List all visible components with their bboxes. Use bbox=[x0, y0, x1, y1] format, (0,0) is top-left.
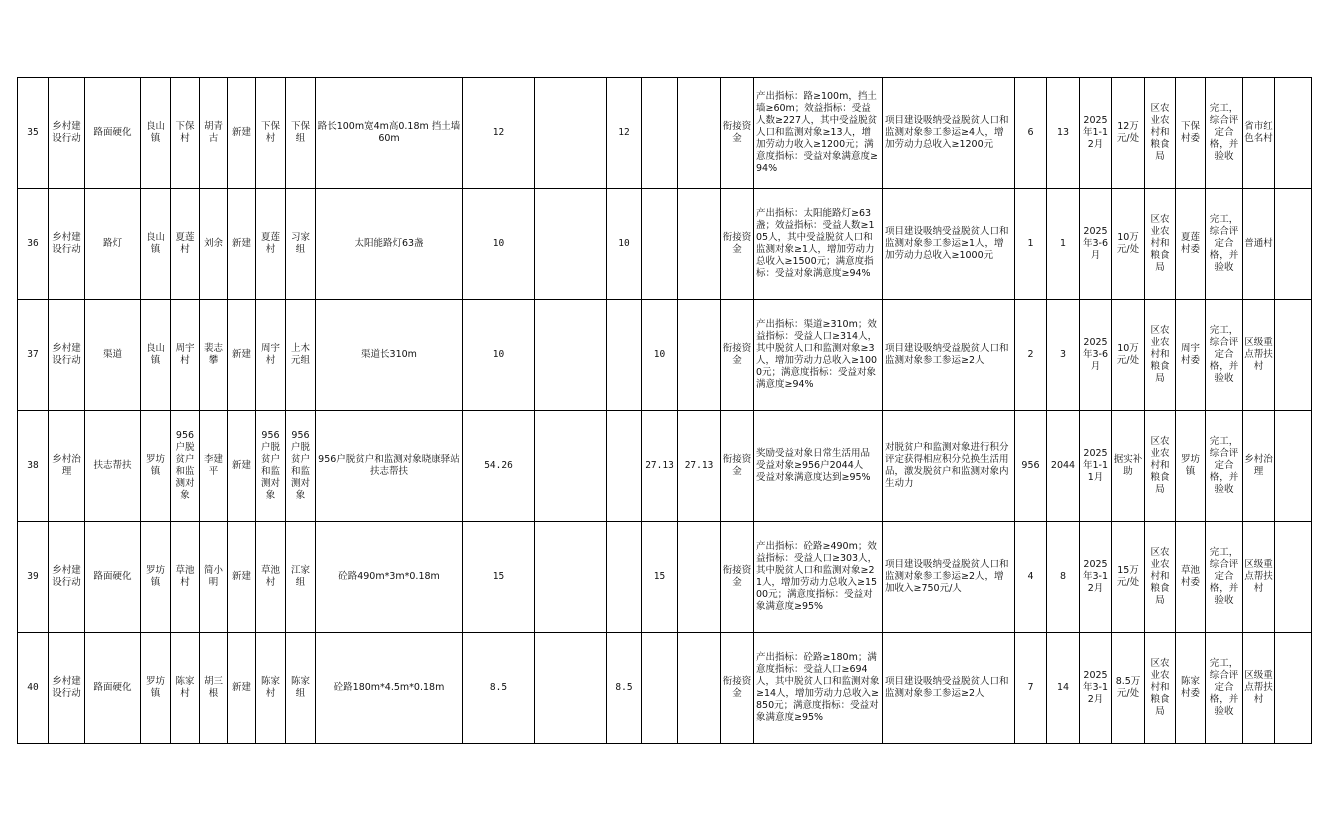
cell-acceptance: 完工，综合评定合格，并验收 bbox=[1206, 522, 1243, 633]
cell-location-village: 夏莲村 bbox=[256, 189, 286, 300]
cell-location-group: 习家组 bbox=[286, 189, 316, 300]
cell-period: 2025年3-12月 bbox=[1080, 522, 1112, 633]
cell-fund-type: 衔接资金 bbox=[721, 78, 754, 189]
cell-responsible: 胡三根 bbox=[200, 633, 228, 744]
cell-nature: 新建 bbox=[228, 189, 256, 300]
cell-performance: 产出指标：渠道≥310m；效益指标：受益人口≥314人，其中脱贫人口和监测对象≥3人，增加劳动力总收入≥1000元；满意度指标：受益对象满意度≥94% bbox=[754, 300, 883, 411]
cell-subsidy: 10万元/处 bbox=[1112, 189, 1145, 300]
cell-note: 区级重点帮扶村 bbox=[1243, 522, 1275, 633]
cell-responsible: 胡青古 bbox=[200, 78, 228, 189]
cell-location-village: 956户脱贫户和监测对象 bbox=[256, 411, 286, 522]
cell-province bbox=[607, 411, 642, 522]
cell-town: 良山镇 bbox=[141, 189, 171, 300]
cell-province bbox=[607, 522, 642, 633]
cell-category: 乡村建设行动 bbox=[49, 300, 85, 411]
cell-dept: 区农业农村和粮食局 bbox=[1145, 522, 1176, 633]
cell-dept: 区农业农村和粮食局 bbox=[1145, 189, 1176, 300]
cell-county: 27.13 bbox=[678, 411, 721, 522]
cell-location-village: 陈家村 bbox=[256, 633, 286, 744]
cell-town: 良山镇 bbox=[141, 300, 171, 411]
cell-county bbox=[678, 522, 721, 633]
cell-village: 下保村 bbox=[171, 78, 200, 189]
table-row bbox=[18, 78, 1312, 189]
cell-blank bbox=[1275, 300, 1312, 411]
cell-households: 7 bbox=[1015, 633, 1047, 744]
cell-category: 乡村建设行动 bbox=[49, 633, 85, 744]
cell-performance: 产出指标：路≥100m，挡土墙≥60m；效益指标：受益人数≥227人，其中受益脱贫人口和监测对象≥13人，增加劳动力收入≥1200元；满意度指标：受益对象满意度≥94% bbox=[754, 78, 883, 189]
cell-no: 40 bbox=[18, 633, 49, 744]
cell-period: 2025年1-11月 bbox=[1080, 411, 1112, 522]
cell-subsidy: 8.5万元/处 bbox=[1112, 633, 1145, 744]
cell-acceptance: 完工，综合评定合格，并验收 bbox=[1206, 189, 1243, 300]
cell-location-group: 956户脱贫户和监测对象 bbox=[286, 411, 316, 522]
cell-no: 35 bbox=[18, 78, 49, 189]
cell-mechanism: 项目建设吸纳受益脱贫人口和监测对象参工参运≥1人，增加劳动力总收入≥1000元 bbox=[883, 189, 1015, 300]
project-table bbox=[17, 77, 1312, 744]
cell-location-group: 上木元组 bbox=[286, 300, 316, 411]
cell-responsible: 裴志攀 bbox=[200, 300, 228, 411]
cell-households: 956 bbox=[1015, 411, 1047, 522]
cell-performance: 产出指标：砼路≥180m；满意度指标：受益人口≥694人，其中脱贫人口和监测对象≥14人，增加劳动力总收入≥850元；满意度指标：受益对象满意度≥95% bbox=[754, 633, 883, 744]
cell-subsidy: 据实补助 bbox=[1112, 411, 1145, 522]
cell-fund-type: 衔接资金 bbox=[721, 411, 754, 522]
cell-mechanism: 项目建设吸纳受益脱贫人口和监测对象参工参运≥4人，增加劳动力总收入≥1200元 bbox=[883, 78, 1015, 189]
cell-households: 4 bbox=[1015, 522, 1047, 633]
cell-acceptance: 完工，综合评定合格，并验收 bbox=[1206, 411, 1243, 522]
cell-province: 10 bbox=[607, 189, 642, 300]
cell-fund-type: 衔接资金 bbox=[721, 633, 754, 744]
cell-city: 10 bbox=[642, 300, 678, 411]
cell-type: 路灯 bbox=[85, 189, 141, 300]
cell-village: 周宇村 bbox=[171, 300, 200, 411]
cell-acceptance: 完工，综合评定合格，并验收 bbox=[1206, 633, 1243, 744]
cell-town: 罗坊镇 bbox=[141, 522, 171, 633]
cell-people: 2044 bbox=[1047, 411, 1080, 522]
cell-people: 8 bbox=[1047, 522, 1080, 633]
cell-total: 15 bbox=[463, 522, 535, 633]
cell-households: 2 bbox=[1015, 300, 1047, 411]
cell-content: 砼路180m*4.5m*0.18m bbox=[316, 633, 463, 744]
cell-period: 2025年1-12月 bbox=[1080, 78, 1112, 189]
cell-no: 36 bbox=[18, 189, 49, 300]
cell-total: 10 bbox=[463, 300, 535, 411]
cell-acceptance: 完工，综合评定合格，并验收 bbox=[1206, 78, 1243, 189]
cell-province: 12 bbox=[607, 78, 642, 189]
cell-county bbox=[678, 300, 721, 411]
cell-nature: 新建 bbox=[228, 78, 256, 189]
cell-households: 6 bbox=[1015, 78, 1047, 189]
cell-fund-type: 衔接资金 bbox=[721, 300, 754, 411]
cell-city bbox=[642, 78, 678, 189]
cell-fund-type: 衔接资金 bbox=[721, 189, 754, 300]
cell-type: 渠道 bbox=[85, 300, 141, 411]
cell-city bbox=[642, 633, 678, 744]
cell-category: 乡村治理 bbox=[49, 411, 85, 522]
cell-mechanism: 项目建设吸纳受益脱贫人口和监测对象参工参运≥2人，增加收入≥750元/人 bbox=[883, 522, 1015, 633]
cell-total: 8.5 bbox=[463, 633, 535, 744]
cell-town: 罗坊镇 bbox=[141, 411, 171, 522]
cell-dept: 区农业农村和粮食局 bbox=[1145, 300, 1176, 411]
table-row bbox=[18, 633, 1312, 744]
cell-category: 乡村建设行动 bbox=[49, 522, 85, 633]
cell-period: 2025年3-6月 bbox=[1080, 300, 1112, 411]
cell-period: 2025年3-12月 bbox=[1080, 633, 1112, 744]
cell-no: 39 bbox=[18, 522, 49, 633]
cell-central bbox=[535, 522, 607, 633]
cell-nature: 新建 bbox=[228, 411, 256, 522]
cell-responsible: 刘余 bbox=[200, 189, 228, 300]
cell-people: 13 bbox=[1047, 78, 1080, 189]
cell-note: 乡村治理 bbox=[1243, 411, 1275, 522]
cell-location-village: 周宇村 bbox=[256, 300, 286, 411]
table-row bbox=[18, 189, 1312, 300]
cell-performance: 奖励受益对象日常生活用品 受益对象≥956户2044人 受益对象满意度达到≥95% bbox=[754, 411, 883, 522]
cell-implementer: 夏莲村委 bbox=[1176, 189, 1206, 300]
cell-implementer: 罗坊镇 bbox=[1176, 411, 1206, 522]
cell-county bbox=[678, 78, 721, 189]
cell-central bbox=[535, 189, 607, 300]
cell-subsidy: 15万元/处 bbox=[1112, 522, 1145, 633]
cell-responsible: 李建平 bbox=[200, 411, 228, 522]
cell-blank bbox=[1275, 633, 1312, 744]
cell-central bbox=[535, 411, 607, 522]
cell-content: 路长100m宽4m高0.18m 挡土墙60m bbox=[316, 78, 463, 189]
cell-type: 路面硬化 bbox=[85, 522, 141, 633]
cell-content: 砼路490m*3m*0.18m bbox=[316, 522, 463, 633]
cell-nature: 新建 bbox=[228, 633, 256, 744]
cell-no: 38 bbox=[18, 411, 49, 522]
cell-fund-type: 衔接资金 bbox=[721, 522, 754, 633]
cell-acceptance: 完工，综合评定合格，并验收 bbox=[1206, 300, 1243, 411]
cell-type: 路面硬化 bbox=[85, 633, 141, 744]
cell-no: 37 bbox=[18, 300, 49, 411]
cell-category: 乡村建设行动 bbox=[49, 189, 85, 300]
cell-implementer: 周宇村委 bbox=[1176, 300, 1206, 411]
cell-people: 14 bbox=[1047, 633, 1080, 744]
cell-content: 渠道长310m bbox=[316, 300, 463, 411]
cell-subsidy: 10万元/处 bbox=[1112, 300, 1145, 411]
cell-note: 普通村 bbox=[1243, 189, 1275, 300]
cell-location-village: 草池村 bbox=[256, 522, 286, 633]
cell-total: 10 bbox=[463, 189, 535, 300]
cell-village: 草池村 bbox=[171, 522, 200, 633]
cell-note: 省市红色名村 bbox=[1243, 78, 1275, 189]
cell-subsidy: 12万元/处 bbox=[1112, 78, 1145, 189]
cell-implementer: 陈家村委 bbox=[1176, 633, 1206, 744]
cell-total: 12 bbox=[463, 78, 535, 189]
cell-nature: 新建 bbox=[228, 300, 256, 411]
cell-location-village: 下保村 bbox=[256, 78, 286, 189]
cell-households: 1 bbox=[1015, 189, 1047, 300]
cell-dept: 区农业农村和粮食局 bbox=[1145, 78, 1176, 189]
cell-dept: 区农业农村和粮食局 bbox=[1145, 411, 1176, 522]
cell-blank bbox=[1275, 411, 1312, 522]
cell-people: 1 bbox=[1047, 189, 1080, 300]
cell-town: 罗坊镇 bbox=[141, 633, 171, 744]
cell-implementer: 草池村委 bbox=[1176, 522, 1206, 633]
cell-blank bbox=[1275, 189, 1312, 300]
cell-performance: 产出指标：砼路≥490m；效益指标：受益人口≥303人，其中脱贫人口和监测对象≥21人，增加劳动力总收入≥1500元；满意度指标：受益对象满意度≥95% bbox=[754, 522, 883, 633]
cell-note: 区级重点帮扶村 bbox=[1243, 633, 1275, 744]
cell-mechanism: 项目建设吸纳受益脱贫人口和监测对象参工参运≥2人 bbox=[883, 633, 1015, 744]
cell-note: 区级重点帮扶村 bbox=[1243, 300, 1275, 411]
cell-central bbox=[535, 78, 607, 189]
cell-central bbox=[535, 300, 607, 411]
cell-province: 8.5 bbox=[607, 633, 642, 744]
cell-period: 2025年3-6月 bbox=[1080, 189, 1112, 300]
cell-nature: 新建 bbox=[228, 522, 256, 633]
table-row bbox=[18, 300, 1312, 411]
cell-location-group: 陈家组 bbox=[286, 633, 316, 744]
cell-central bbox=[535, 633, 607, 744]
cell-city: 27.13 bbox=[642, 411, 678, 522]
cell-province bbox=[607, 300, 642, 411]
cell-city: 15 bbox=[642, 522, 678, 633]
cell-village: 956户脱贫户和监测对象 bbox=[171, 411, 200, 522]
cell-performance: 产出指标：太阳能路灯≥63盏；效益指标：受益人数≥105人，其中受益脱贫人口和监测对象≥1人，增加劳动力总收入≥1500元；满意度指标：受益对象满意度≥94% bbox=[754, 189, 883, 300]
cell-town: 良山镇 bbox=[141, 78, 171, 189]
cell-people: 3 bbox=[1047, 300, 1080, 411]
cell-content: 956户脱贫户和监测对象晓康驿站扶志帮扶 bbox=[316, 411, 463, 522]
cell-county bbox=[678, 189, 721, 300]
cell-blank bbox=[1275, 522, 1312, 633]
cell-city bbox=[642, 189, 678, 300]
cell-mechanism: 对脱贫户和监测对象进行积分评定获得相应积分兑换生活用品，激发脱贫户和监测对象内生动力 bbox=[883, 411, 1015, 522]
cell-mechanism: 项目建设吸纳受益脱贫人口和监测对象参工参运≥2人 bbox=[883, 300, 1015, 411]
cell-blank bbox=[1275, 78, 1312, 189]
cell-location-group: 下保组 bbox=[286, 78, 316, 189]
cell-implementer: 下保村委 bbox=[1176, 78, 1206, 189]
cell-responsible: 简小明 bbox=[200, 522, 228, 633]
cell-county bbox=[678, 633, 721, 744]
table-row bbox=[18, 522, 1312, 633]
cell-total: 54.26 bbox=[463, 411, 535, 522]
cell-type: 扶志帮扶 bbox=[85, 411, 141, 522]
cell-location-group: 江家组 bbox=[286, 522, 316, 633]
cell-village: 陈家村 bbox=[171, 633, 200, 744]
cell-category: 乡村建设行动 bbox=[49, 78, 85, 189]
cell-village: 夏莲村 bbox=[171, 189, 200, 300]
cell-type: 路面硬化 bbox=[85, 78, 141, 189]
cell-content: 太阳能路灯63盏 bbox=[316, 189, 463, 300]
table-row bbox=[18, 411, 1312, 522]
cell-dept: 区农业农村和粮食局 bbox=[1145, 633, 1176, 744]
